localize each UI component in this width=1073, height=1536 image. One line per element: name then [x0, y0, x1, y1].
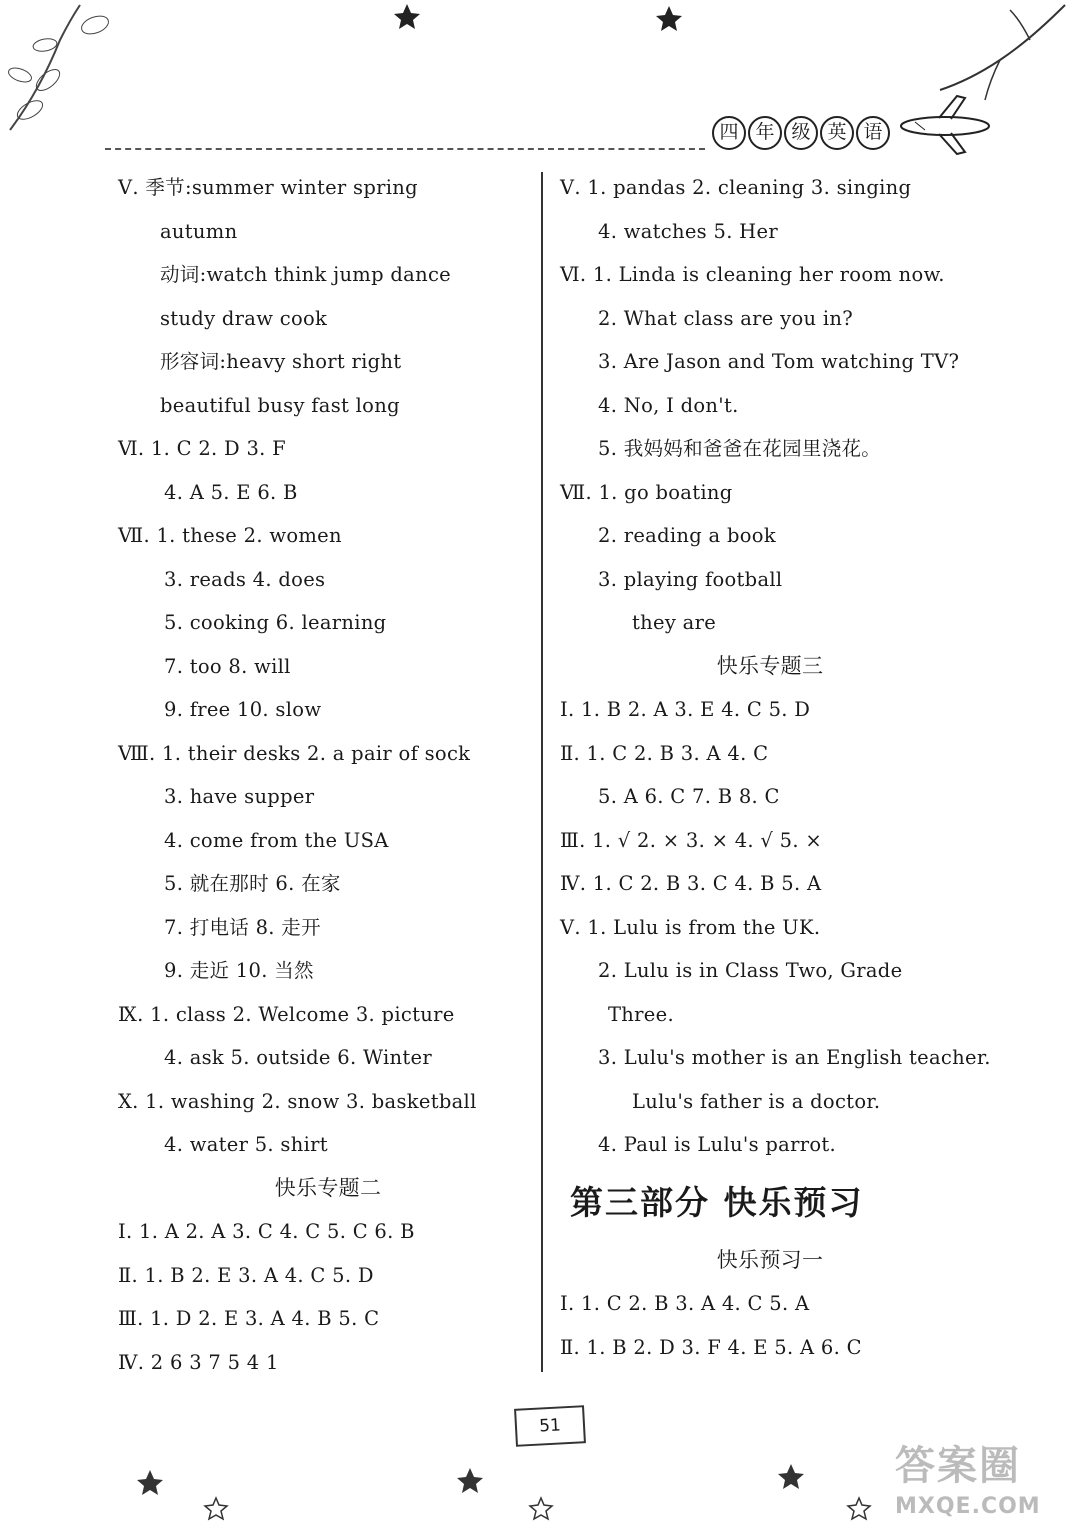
answer-line: Ⅱ. 1. C 2. B 3. A 4. C: [560, 741, 769, 765]
section-subtitle: 快乐专题二: [274, 1175, 382, 1200]
answer-line: Ⅶ. 1. these 2. women: [118, 524, 342, 547]
answer-line: 3. have supper: [164, 785, 315, 808]
answer-line: they are: [632, 611, 717, 634]
answer-line: Ⅵ. 1. Linda is cleaning her room now.: [560, 263, 945, 286]
header-dashed-line: [105, 148, 705, 150]
answer-line: 动词:watch think jump dance: [160, 263, 452, 286]
watermark: [895, 1440, 1065, 1532]
answer-line: 5. 我妈妈和爸爸在花园里浇花。: [598, 437, 882, 460]
answer-line: 4. come from the USA: [164, 828, 389, 852]
answer-line: 4. ask 5. outside 6. Winter: [164, 1046, 432, 1069]
answer-line: Ⅳ. 1. C 2. B 3. C 4. B 5. A: [560, 872, 822, 895]
title-char: 英: [820, 116, 854, 150]
star-icon: [846, 1496, 872, 1522]
leaf-branch-decoration: [0, 0, 120, 140]
answer-line: 形容词:heavy short right: [160, 350, 402, 373]
answer-line: Ⅹ. 1. washing 2. snow 3. basketball: [118, 1089, 477, 1113]
star-icon: [776, 1462, 806, 1492]
answer-line: 5. A 6. C 7. B 8. C: [598, 785, 780, 808]
star-icon: [455, 1466, 485, 1496]
answer-line: 2. Lulu is in Class Two, Grade: [598, 959, 903, 982]
answer-line: 4. watches 5. Her: [598, 219, 778, 243]
answer-line: 2. reading a book: [598, 524, 776, 547]
answer-line: Ⅴ. 1. pandas 2. cleaning 3. singing: [560, 176, 912, 199]
answer-line: Ⅶ. 1. go boating: [560, 480, 733, 504]
answer-line: Ⅲ. 1. D 2. E 3. A 4. B 5. C: [118, 1307, 380, 1330]
answer-line: Ⅳ. 2 6 3 7 5 4 1: [118, 1350, 279, 1374]
answer-line: Lulu's father is a doctor.: [632, 1089, 881, 1113]
answer-line: 3. playing football: [598, 567, 783, 591]
answer-line: 4. No, I don't.: [598, 393, 739, 417]
answer-line: 4. A 5. E 6. B: [164, 480, 298, 504]
answer-line: Ⅵ. 1. C 2. D 3. F: [118, 437, 287, 460]
section-subtitle: 快乐预习一: [716, 1247, 824, 1272]
answer-line: Ⅱ. 1. B 2. D 3. F 4. E 5. A 6. C: [560, 1335, 862, 1359]
star-icon: [528, 1496, 554, 1522]
answer-line: 3. Are Jason and Tom watching TV?: [598, 350, 960, 373]
star-icon: [135, 1468, 165, 1498]
title-char: 四: [712, 116, 746, 150]
left-answer-column: [118, 166, 538, 1384]
column-divider: [541, 172, 543, 1372]
answer-line: 3. reads 4. does: [164, 567, 326, 591]
title-char: 年: [748, 116, 782, 150]
title-char: 级: [784, 116, 818, 150]
part-heading: 第三部分 快乐预习: [570, 1182, 864, 1222]
answer-line: Ⅱ. 1. B 2. E 3. A 4. C 5. D: [118, 1263, 374, 1287]
watermark-url: MXQE.COM: [895, 1494, 1041, 1519]
answer-line: 9. free 10. slow: [164, 698, 322, 721]
answer-line: autumn: [160, 219, 238, 243]
answer-line: Ⅴ. 1. Lulu is from the UK.: [560, 915, 821, 939]
airplane-icon: [895, 92, 995, 158]
answer-line: Ⅴ. 季节:summer winter spring: [118, 176, 418, 199]
answer-line: 3. Lulu's mother is an English teacher.: [598, 1046, 991, 1069]
star-icon: [654, 4, 684, 34]
section-subtitle: 快乐专题三: [716, 653, 824, 678]
answer-line: Three.: [608, 1002, 674, 1026]
answer-line: 2. What class are you in?: [598, 306, 854, 330]
grade-subject-title: [712, 116, 890, 148]
answer-line: Ⅲ. 1. √ 2. × 3. × 4. √ 5. ×: [560, 828, 822, 852]
answer-line: 5. 就在那时 6. 在家: [164, 872, 341, 895]
right-answer-column: [560, 166, 991, 1369]
answer-line: Ⅰ. 1. C 2. B 3. A 4. C 5. A: [560, 1292, 810, 1315]
answer-line: Ⅰ. 1. A 2. A 3. C 4. C 5. C 6. B: [118, 1220, 415, 1243]
answer-line: Ⅷ. 1. their desks 2. a pair of sock: [118, 741, 471, 765]
star-icon: [203, 1496, 229, 1522]
page-number: 51: [514, 1405, 586, 1447]
answer-line: 4. water 5. shirt: [164, 1133, 328, 1156]
answer-line: 5. cooking 6. learning: [164, 611, 387, 634]
answer-line: beautiful busy fast long: [160, 393, 400, 417]
answer-line: study draw cook: [160, 306, 328, 330]
answer-line: Ⅸ. 1. class 2. Welcome 3. picture: [118, 1002, 455, 1026]
answer-line: 9. 走近 10. 当然: [164, 959, 314, 982]
watermark-logo-text: 答案圈: [895, 1443, 1021, 1489]
answer-line: 7. 打电话 8. 走开: [164, 915, 321, 939]
title-char: 语: [856, 116, 890, 150]
answer-line: 4. Paul is Lulu's parrot.: [598, 1133, 837, 1156]
star-icon: [392, 2, 422, 32]
answer-line: Ⅰ. 1. B 2. A 3. E 4. C 5. D: [560, 698, 811, 721]
answer-line: 7. too 8. will: [164, 654, 291, 678]
